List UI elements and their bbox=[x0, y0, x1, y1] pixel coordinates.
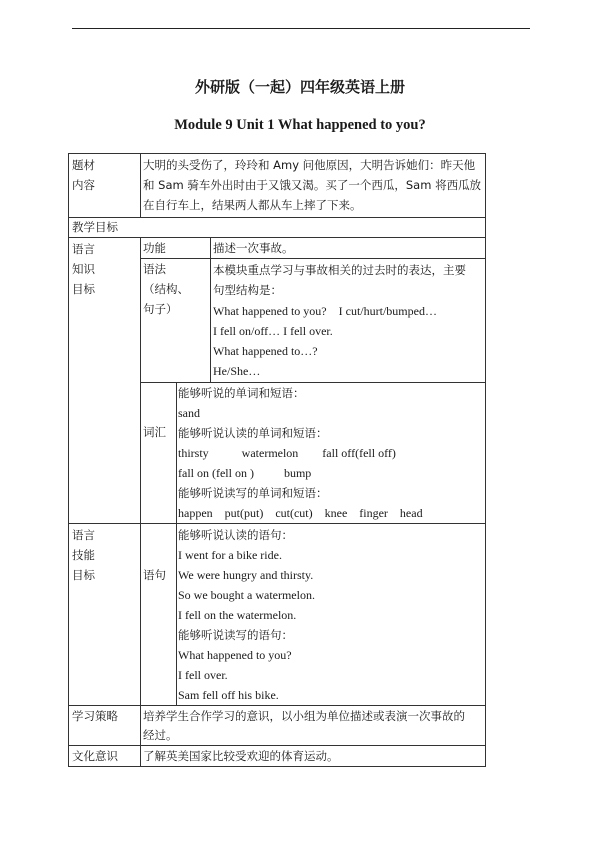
document-title: 外研版（一起）四年级英语上册 bbox=[194, 78, 405, 96]
grammar-content-line: What happened to you? I cut/hurt/bumped… bbox=[213, 304, 437, 318]
grammar-content-line: 句型结构是： bbox=[213, 283, 282, 297]
grammar-content-line: What happened to…? bbox=[213, 344, 318, 358]
vocabulary-content-line: sand bbox=[178, 406, 200, 420]
sentences-content-line: I went for a bike ride. bbox=[178, 548, 282, 562]
skills-label-line: 技能 bbox=[72, 548, 95, 562]
column-divider bbox=[210, 237, 211, 383]
strategy-label: 学习策略 bbox=[72, 709, 118, 723]
column-divider bbox=[176, 382, 177, 706]
sentences-content-line: We were hungry and thirsty. bbox=[178, 568, 314, 582]
header-rule bbox=[72, 28, 530, 29]
table-border-bottom bbox=[68, 766, 486, 767]
objectives-label: 教学目标 bbox=[72, 220, 118, 234]
row-divider bbox=[140, 258, 486, 259]
sentences-content-line: So we bought a watermelon. bbox=[178, 588, 315, 602]
function-label: 功能 bbox=[143, 241, 166, 255]
vocabulary-content-line: happen put(put) cut(cut) knee finger head bbox=[178, 506, 423, 520]
column-divider bbox=[140, 153, 141, 218]
grammar-content-line: I fell on/off… I fell over. bbox=[213, 324, 333, 338]
function-content: 描述一次事故。 bbox=[213, 241, 294, 255]
topic-label-line2: 内容 bbox=[72, 178, 95, 192]
sentences-content-line: I fell on the watermelon. bbox=[178, 608, 297, 622]
row-divider bbox=[68, 523, 486, 524]
culture-label: 文化意识 bbox=[72, 749, 118, 763]
topic-label-line1: 题材 bbox=[72, 158, 95, 172]
vocabulary-content-line: 能够听说的单词和短语： bbox=[178, 386, 305, 400]
sentences-label: 语句 bbox=[143, 568, 166, 582]
knowledge-label-line: 知识 bbox=[72, 262, 95, 276]
vocabulary-content-line: 能够听说读写的单词和短语： bbox=[178, 486, 328, 500]
skills-label-line: 语言 bbox=[72, 528, 95, 542]
topic-content-line: 大明的头受伤了，玲玲和 Amy 问他原因，大明告诉她们：昨天他 bbox=[143, 158, 476, 172]
row-divider bbox=[68, 217, 486, 218]
grammar-label-line: （结构、 bbox=[143, 282, 189, 296]
document-subtitle: Module 9 Unit 1 What happened to you? bbox=[174, 117, 426, 133]
skills-label-line: 目标 bbox=[72, 568, 95, 582]
column-divider bbox=[140, 705, 141, 767]
grammar-label-line: 句子） bbox=[143, 302, 178, 316]
sentences-content-line: What happened to you? bbox=[178, 648, 292, 662]
vocabulary-label: 词汇 bbox=[143, 425, 166, 439]
grammar-content-line: 本模块重点学习与事故相关的过去时的表达，主要 bbox=[213, 263, 466, 277]
sentences-content-line: Sam fell off his bike. bbox=[178, 688, 279, 702]
strategy-content-line: 培养学生合作学习的意识，以小组为单位描述或表演一次事故的 bbox=[143, 709, 465, 723]
sentences-content-line: 能够听说读写的语句： bbox=[178, 628, 293, 642]
sentences-content-line: I fell over. bbox=[178, 668, 228, 682]
table-border-left bbox=[68, 153, 69, 767]
sentences-content-line: 能够听说认读的语句： bbox=[178, 528, 293, 542]
topic-content-line: 和 Sam 骑车外出时由于又饿又渴。买了一个西瓜，Sam 将西瓜放 bbox=[143, 178, 482, 192]
vocabulary-content-line: fall on (fell on ) bump bbox=[178, 466, 312, 480]
knowledge-label-line: 目标 bbox=[72, 282, 95, 296]
table-border-top bbox=[68, 153, 486, 154]
grammar-content-line: He/She… bbox=[213, 364, 261, 378]
vocabulary-content-line: thirsty watermelon fall off(fell off) bbox=[178, 446, 396, 460]
table-border-right bbox=[485, 153, 486, 767]
vocabulary-content-line: 能够听说认读的单词和短语： bbox=[178, 426, 328, 440]
strategy-content-line: 经过。 bbox=[143, 728, 178, 742]
column-divider bbox=[140, 237, 141, 706]
grammar-label-line: 语法 bbox=[143, 262, 166, 276]
topic-content-line: 在自行车上，结果两人都从车上摔了下来。 bbox=[143, 198, 362, 212]
culture-content: 了解英美国家比较受欢迎的体育运动。 bbox=[143, 749, 339, 763]
knowledge-label-line: 语言 bbox=[72, 242, 95, 256]
